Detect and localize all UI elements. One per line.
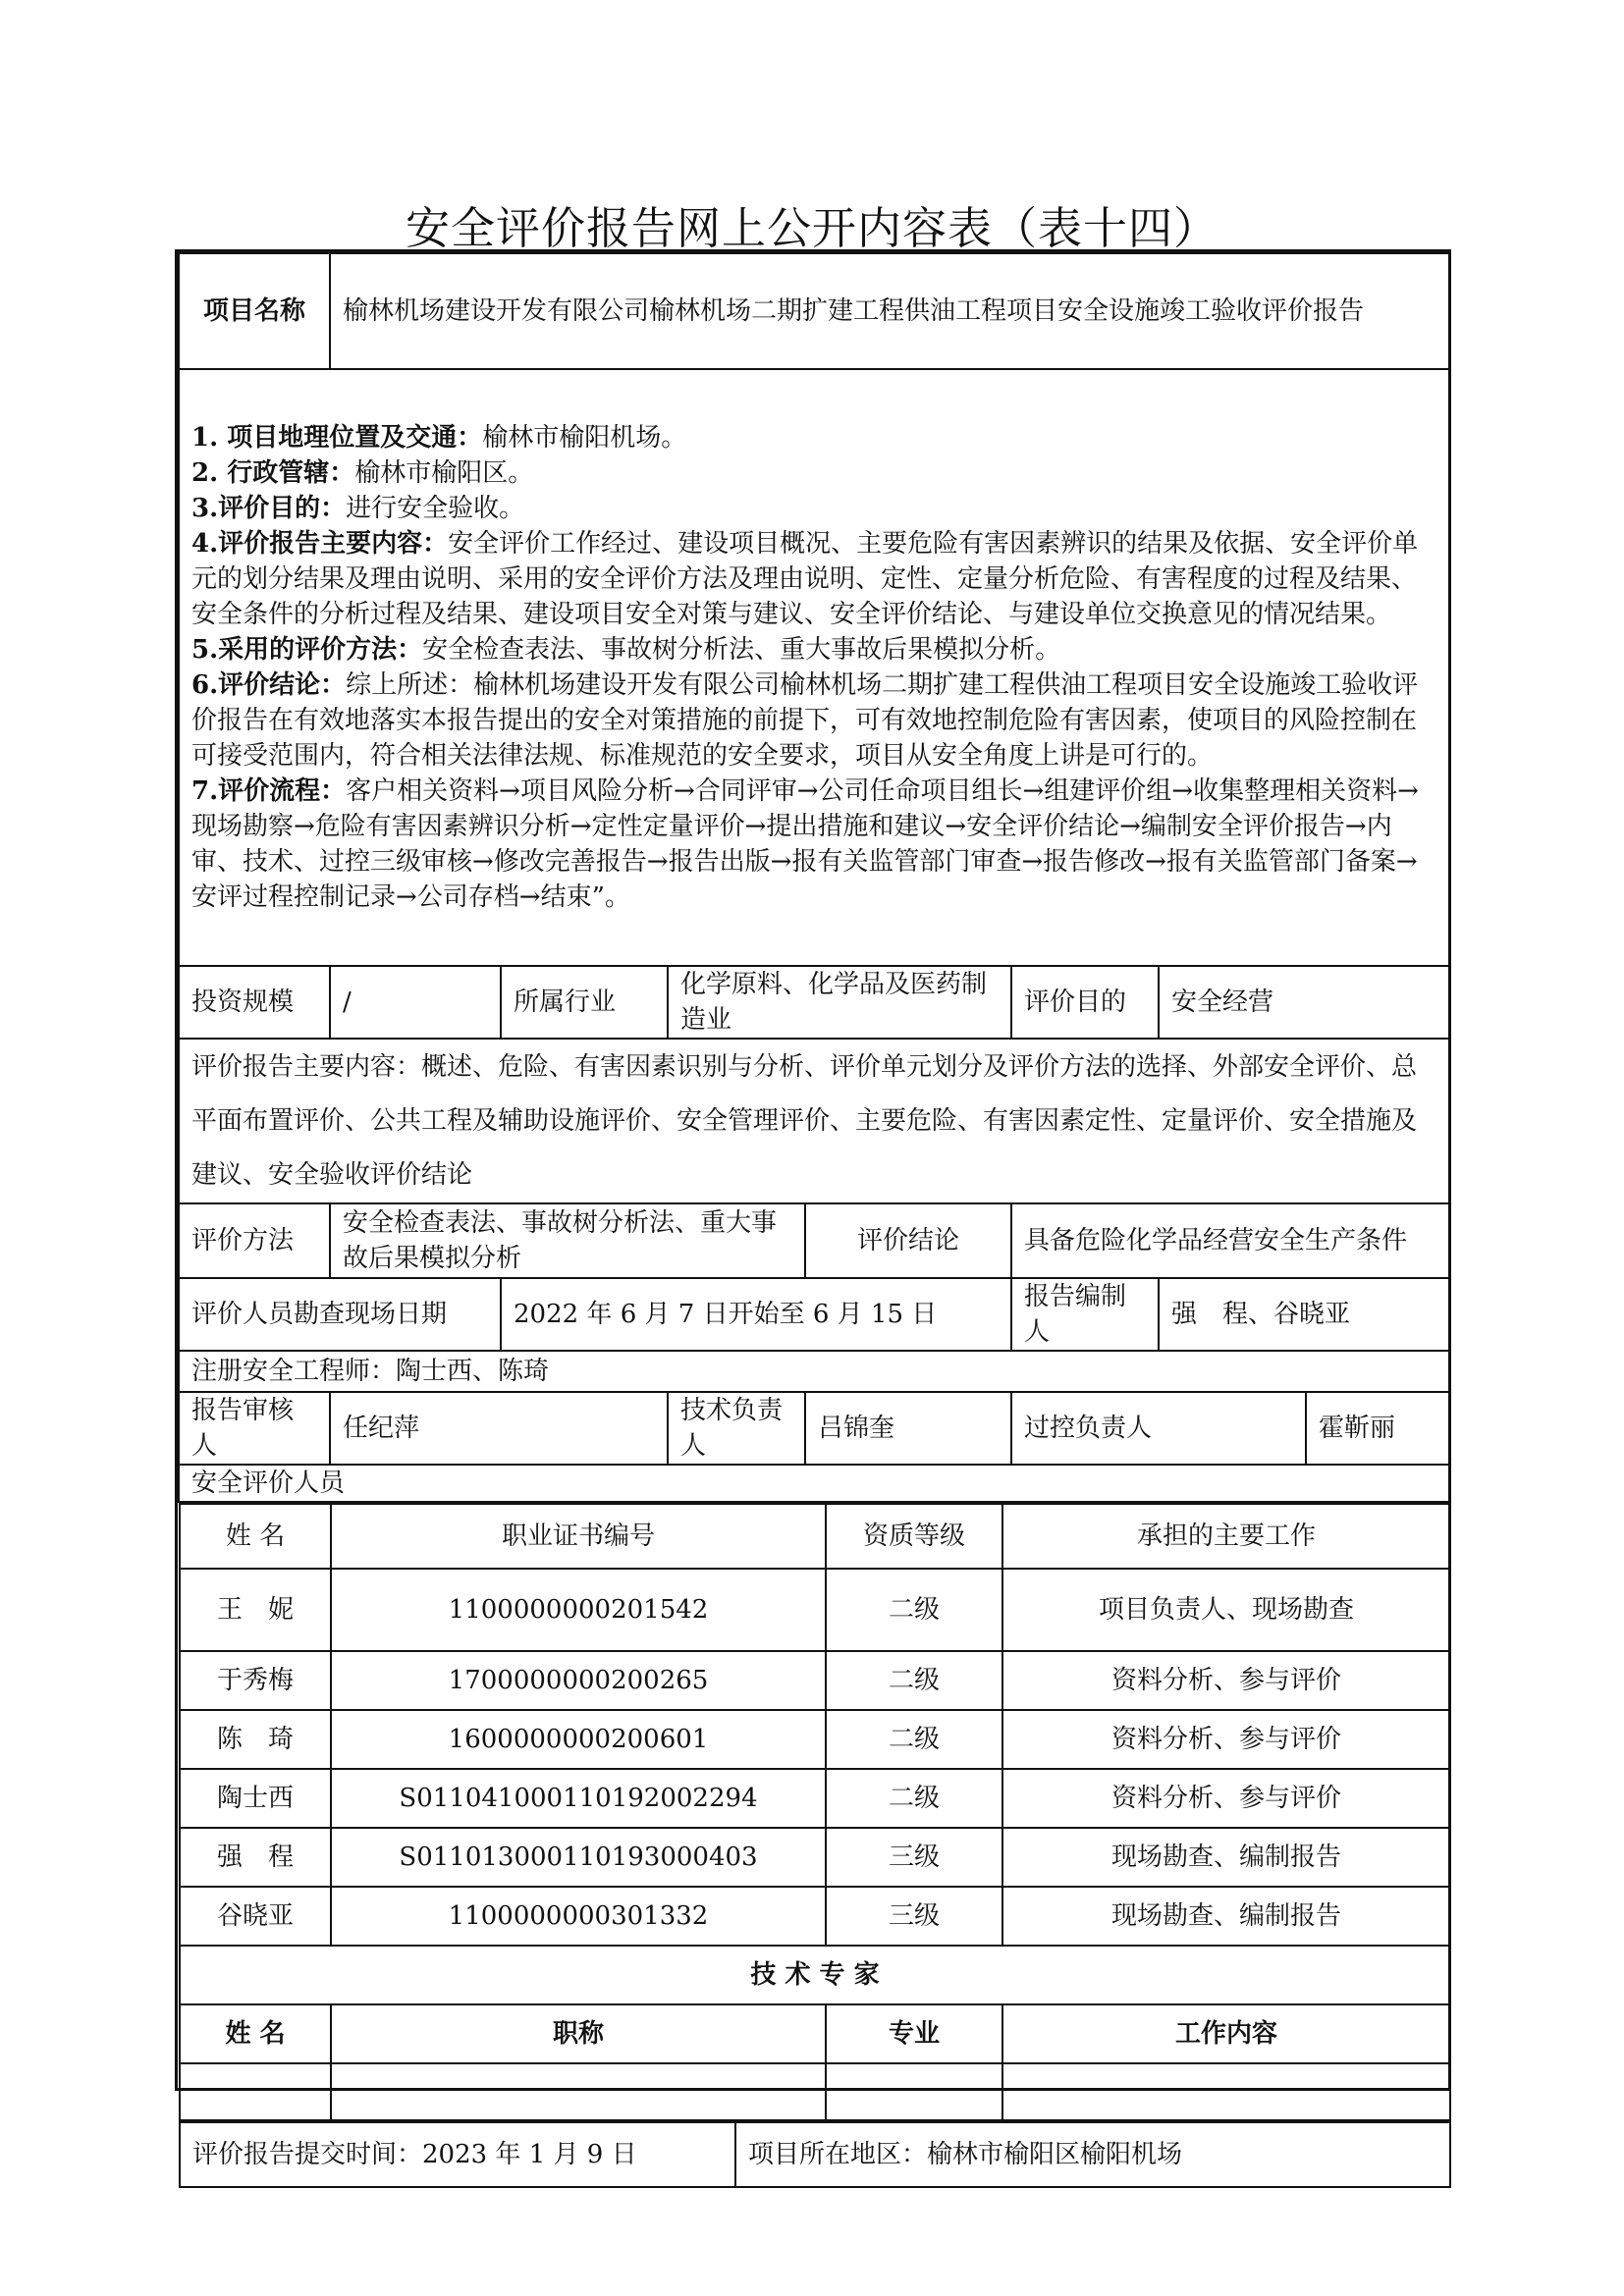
report-table — [178, 252, 1450, 2188]
summary-row — [179, 369, 1449, 966]
table-row — [180, 1769, 1450, 1828]
experts-title-row — [180, 1946, 1450, 2004]
submit-time: 评价报告提交时间：2023 年 1 月 9 日 — [180, 2122, 735, 2187]
staff-title-row — [179, 1465, 1449, 1502]
expert-work-cell — [1002, 2063, 1450, 2120]
review-label: 报告审核人 — [179, 1392, 330, 1465]
engineers: 注册安全工程师：陶士西、陈琦 — [179, 1351, 1449, 1392]
purpose-value: 安全经营 — [1159, 966, 1449, 1039]
summary-item-purpose: 3.评价目的：进行安全验收。 — [191, 494, 525, 523]
editor-label: 报告编制人 — [1011, 1278, 1159, 1351]
staff-name: 强 程 — [180, 1828, 331, 1887]
staff-work: 资料分析、参与评价 — [1002, 1769, 1450, 1828]
project-row — [179, 253, 1449, 369]
staff-level: 二级 — [826, 1710, 1002, 1769]
table-row — [180, 1887, 1450, 1946]
table-row — [180, 1710, 1450, 1769]
page-title: 安全评价报告网上公开内容表（表十四） — [405, 202, 1218, 254]
engineers-row — [179, 1351, 1449, 1392]
staff-name: 谷晓亚 — [180, 1887, 331, 1946]
conclusion-label: 评价结论 — [805, 1203, 1011, 1278]
staff-name: 王 妮 — [180, 1569, 331, 1651]
experts-header-major: 专业 — [826, 2004, 1002, 2063]
staff-level: 二级 — [826, 1769, 1002, 1828]
summary-item-admin: 2. 行政管辖：榆林市榆阳区。 — [191, 458, 534, 488]
info-row — [179, 966, 1449, 1039]
survey-label: 评价人员勘查现场日期 — [179, 1278, 501, 1351]
experts-title: 技 术 专 家 — [180, 1946, 1450, 2004]
staff-table-row — [179, 1502, 1449, 2121]
staff-level: 三级 — [826, 1828, 1002, 1887]
experts-empty-row — [180, 2063, 1450, 2120]
table-row — [180, 1828, 1450, 1887]
staff-cert: S011041000110192002294 — [331, 1769, 826, 1828]
staff-cert: 1100000000201542 — [331, 1569, 826, 1651]
staff-name: 陶士西 — [180, 1769, 331, 1828]
invest-label: 投资规模 — [179, 966, 330, 1039]
staff-work: 现场勘查、编制报告 — [1002, 1887, 1450, 1946]
summary-item-conclusion: 6.评价结论：综上所述：榆林机场建设开发有限公司榆林机场二期扩建工程供油工程项目安全设施竣工验收评价报告在有效地落实本报告提出的安全对策措施的前提下，可有效地控制危险有害因素，使项目的风险控制在可接受范围内，符合相关法律法规、标准规范的安全要求，项目从安全角度上讲是可行的。 — [191, 670, 1419, 771]
tech-value: 吕锦奎 — [805, 1392, 1011, 1465]
summary-item-content: 4.评价报告主要内容：安全评价工作经过、建设项目概况、主要危险有害因素辨识的结果及依据、安全评价单元的划分结果及理由说明、采用的安全评价方法及理由说明、定性、定量分析危险、有害程度的过程及结果、安全条件的分析过程及结果、建设项目安全对策与建议、安全评价结论、与建设单位交换意见的情况结果。 — [191, 529, 1419, 629]
staff-header-name: 姓 名 — [180, 1504, 331, 1569]
table-row — [180, 1569, 1450, 1651]
method-label: 评价方法 — [179, 1203, 330, 1278]
staff-header-work: 承担的主要工作 — [1002, 1504, 1450, 1569]
method-value: 安全检查表法、事故树分析法、重大事故后果模拟分析 — [330, 1203, 805, 1278]
staff-work: 项目负责人、现场勘查 — [1002, 1569, 1450, 1651]
experts-header-work: 工作内容 — [1002, 2004, 1450, 2063]
staff-cert: 1700000000200265 — [331, 1651, 826, 1710]
industry-label: 所属行业 — [501, 966, 668, 1039]
expert-major-cell — [826, 2063, 1002, 2120]
staff-work: 资料分析、参与评价 — [1002, 1710, 1450, 1769]
staff-header-row — [180, 1504, 1450, 1569]
staff-header-cert: 职业证书编号 — [331, 1504, 826, 1569]
staff-name: 陈 琦 — [180, 1710, 331, 1769]
experts-header-name: 姓 名 — [180, 2004, 331, 2063]
conclusion-value: 具备危险化学品经营安全生产条件 — [1011, 1203, 1449, 1278]
summary-item-location: 1. 项目地理位置及交通：榆林市榆阳机场。 — [191, 423, 687, 453]
project-location: 项目所在地区：榆林市榆阳区榆阳机场 — [735, 2122, 1450, 2187]
industry-value: 化学原料、化学品及医药制造业 — [668, 966, 1011, 1039]
experts-header-title: 职称 — [331, 2004, 826, 2063]
survey-value: 2022 年 6 月 7 日开始至 6 月 15 日 — [501, 1278, 1011, 1351]
summary-item-method: 5.采用的评价方法：安全检查表法、事故树分析法、重大事故后果模拟分析。 — [191, 635, 1061, 665]
review-value: 任纪萍 — [330, 1392, 668, 1465]
tech-label: 技术负责人 — [668, 1392, 805, 1465]
staff-title: 安全评价人员 — [179, 1465, 1449, 1502]
staff-cert: 1100000000301332 — [331, 1887, 826, 1946]
experts-header-row — [180, 2004, 1450, 2063]
survey-row — [179, 1278, 1449, 1351]
summary-item-flow: 7.评价流程：客户相关资料→项目风险分析→合同评审→公司任命项目组长→组建评价组→收集整理相关资料→现场勘察→危险有害因素辨识分析→定性定量评价→提出措施和建议→安全评价结论→编制安全评价报告→内审、技术、过控三级审核→修改完善报告→报告出版→报有关监管部门审查→报告修改→报有关监管部门备案→安评过程控制记录→公司存档→结束”。 — [191, 776, 1419, 912]
invest-value: / — [330, 966, 501, 1039]
staff-level: 二级 — [826, 1651, 1002, 1710]
report-content-row — [179, 1039, 1449, 1203]
control-value: 霍靳丽 — [1306, 1392, 1449, 1465]
staff-work: 资料分析、参与评价 — [1002, 1651, 1450, 1710]
staff-cert: 1600000000200601 — [331, 1710, 826, 1769]
staff-header-level: 资质等级 — [826, 1504, 1002, 1569]
staff-cert: S011013000110193000403 — [331, 1828, 826, 1887]
staff-table — [179, 1503, 1451, 2121]
footer-row — [179, 2121, 1449, 2188]
project-label: 项目名称 — [179, 253, 330, 369]
expert-name-cell — [180, 2063, 331, 2120]
report-content: 评价报告主要内容：概述、危险、有害因素识别与分析、评价单元划分及评价方法的选择、外部安全评价、总平面布置评价、公共工程及辅助设施评价、安全管理评价、主要危险、有害因素定性、定量评价、安全措施及建议、安全验收评价结论 — [179, 1039, 1449, 1203]
purpose-label: 评价目的 — [1011, 966, 1159, 1039]
footer-table — [179, 2121, 1451, 2188]
summary-block — [179, 369, 1449, 966]
expert-title-cell — [331, 2063, 826, 2120]
control-label: 过控负责人 — [1011, 1392, 1306, 1465]
staff-name: 于秀梅 — [180, 1651, 331, 1710]
table-row — [180, 1651, 1450, 1710]
editor-value: 强 程、谷晓亚 — [1159, 1278, 1449, 1351]
project-value: 榆林机场建设开发有限公司榆林机场二期扩建工程供油工程项目安全设施竣工验收评价报告 — [330, 253, 1449, 369]
method-row — [179, 1203, 1449, 1278]
staff-level: 二级 — [826, 1569, 1002, 1651]
staff-work: 现场勘查、编制报告 — [1002, 1828, 1450, 1887]
staff-level: 三级 — [826, 1887, 1002, 1946]
reviewers-row — [179, 1392, 1449, 1465]
